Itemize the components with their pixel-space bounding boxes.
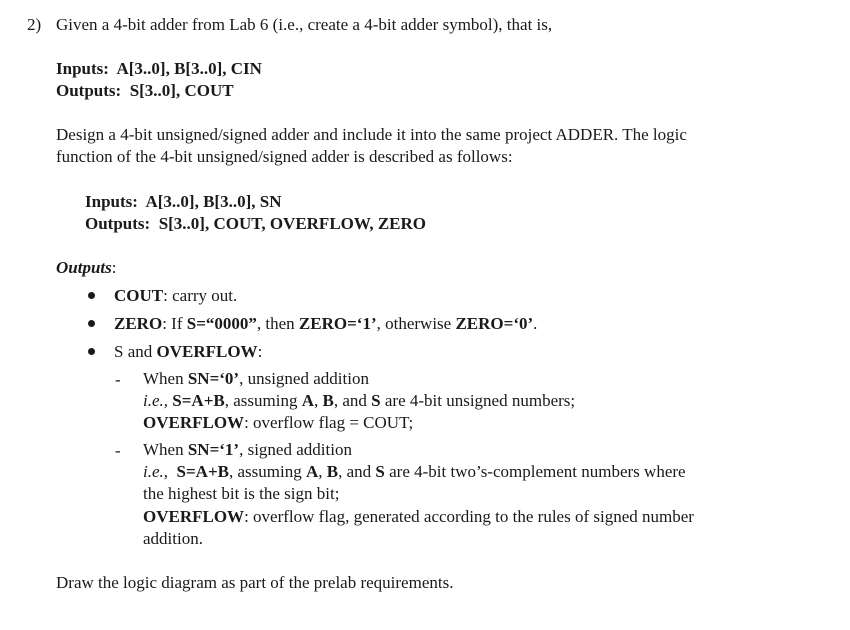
unsigned-ovf: OVERFLOW xyxy=(143,413,245,432)
signed-sn: SN=‘1’ xyxy=(187,440,240,459)
unsigned-dash: - xyxy=(115,370,121,389)
zero-end: . xyxy=(533,314,538,333)
signed-ie: i.e., xyxy=(143,462,169,481)
signed-inputs-value: A[3..0], B[3..0], SN xyxy=(145,192,282,211)
signed-dash: - xyxy=(115,441,121,460)
outputs-heading-colon: : xyxy=(111,258,117,277)
signed-assuming: , assuming xyxy=(228,462,306,481)
footer-instruction: Draw the logic diagram as part of the prelab requirements. xyxy=(56,573,454,592)
cout-desc: : carry out. xyxy=(163,286,238,305)
zero-otherwise: , otherwise xyxy=(376,314,456,333)
adder-outputs-label: Outputs: xyxy=(56,81,122,100)
signed-s: S xyxy=(375,462,385,481)
signed-adder-inputs xyxy=(85,191,281,213)
adder-outputs-value: S[3..0], COUT xyxy=(129,81,234,100)
signed-a: A xyxy=(305,462,319,481)
signed-outputs-value: S[3..0], COUT, OVERFLOW, ZERO xyxy=(158,214,426,233)
zero-eq1: ZERO=‘1’ xyxy=(298,314,377,333)
outputs-heading-label: Outputs xyxy=(56,258,112,277)
unsigned-and: , and xyxy=(333,391,372,410)
unsigned-when: When xyxy=(143,369,188,388)
question-number: 2) xyxy=(27,15,42,34)
outputs-heading xyxy=(56,257,116,279)
signed-rest: are 4-bit two’s-complement numbers where xyxy=(384,462,686,481)
signed-inputs-label: Inputs: xyxy=(85,192,138,211)
adder-inputs-value: A[3..0], B[3..0], CIN xyxy=(116,59,262,78)
unsigned-s: S xyxy=(371,391,381,410)
unsigned-ie: i.e., xyxy=(143,391,169,410)
signed-adder-outputs xyxy=(85,213,426,235)
signed-line-4 xyxy=(143,506,694,528)
signed-ovf: OVERFLOW xyxy=(143,507,245,526)
bullet-dot-icon xyxy=(88,320,95,327)
signed-line-2 xyxy=(143,461,776,483)
overflow-term: OVERFLOW xyxy=(156,342,258,361)
adder-outputs xyxy=(56,80,234,102)
bullet-dot-icon xyxy=(88,292,95,299)
unsigned-a: A xyxy=(301,391,314,410)
signed-outputs-label: Outputs: xyxy=(85,214,151,233)
signed-b: B xyxy=(326,462,339,481)
bullet-s-overflow xyxy=(114,341,262,363)
signed-line-1 xyxy=(143,439,352,461)
signed-line-3: the highest bit is the sign bit; xyxy=(143,484,340,503)
unsigned-eq: S=A+B xyxy=(172,391,225,410)
signed-mode: , signed addition xyxy=(239,440,352,459)
zero-cond: S=“0000” xyxy=(186,314,257,333)
unsigned-ovf-desc: : overflow flag = COUT; xyxy=(244,413,414,432)
design-line-1: Design a 4-bit unsigned/signed adder and include it into the same project ADDER. The logic xyxy=(56,125,687,144)
signed-eq: S=A+B xyxy=(176,462,229,481)
zero-then: , then xyxy=(256,314,299,333)
cout-term: COUT xyxy=(114,286,164,305)
unsigned-line-3 xyxy=(143,412,413,434)
bullet-zero xyxy=(114,313,537,335)
unsigned-rest: are 4-bit unsigned numbers; xyxy=(380,391,576,410)
signed-line-5: addition. xyxy=(143,529,203,548)
signed-ovf-desc: : overflow flag, generated according to the rules of signed number xyxy=(244,507,694,526)
signed-and: , and xyxy=(338,462,376,481)
bullet-dot-icon xyxy=(88,348,95,355)
signed-line-2-left xyxy=(143,461,686,483)
signed-comma: , xyxy=(318,462,327,481)
unsigned-comma: , xyxy=(314,391,323,410)
unsigned-line-1 xyxy=(143,368,369,390)
zero-colon: : If xyxy=(162,314,187,333)
unsigned-line-2 xyxy=(143,390,575,412)
adder-inputs xyxy=(56,58,262,80)
adder-inputs-label: Inputs: xyxy=(56,59,109,78)
unsigned-mode: , unsigned addition xyxy=(239,369,369,388)
unsigned-assuming: , assuming xyxy=(224,391,302,410)
design-line-2: function of the 4-bit unsigned/signed adder is described as follows: xyxy=(56,147,513,166)
s-and: S and xyxy=(114,342,157,361)
unsigned-sn: SN=‘0’ xyxy=(187,369,240,388)
zero-eq0: ZERO=‘0’ xyxy=(455,314,534,333)
zero-term: ZERO xyxy=(114,314,163,333)
question-intro: Given a 4-bit adder from Lab 6 (i.e., create a 4-bit adder symbol), that is, xyxy=(56,15,553,34)
signed-when: When xyxy=(143,440,188,459)
s-colon: : xyxy=(257,342,263,361)
unsigned-b: B xyxy=(322,391,334,410)
bullet-cout xyxy=(114,285,237,307)
